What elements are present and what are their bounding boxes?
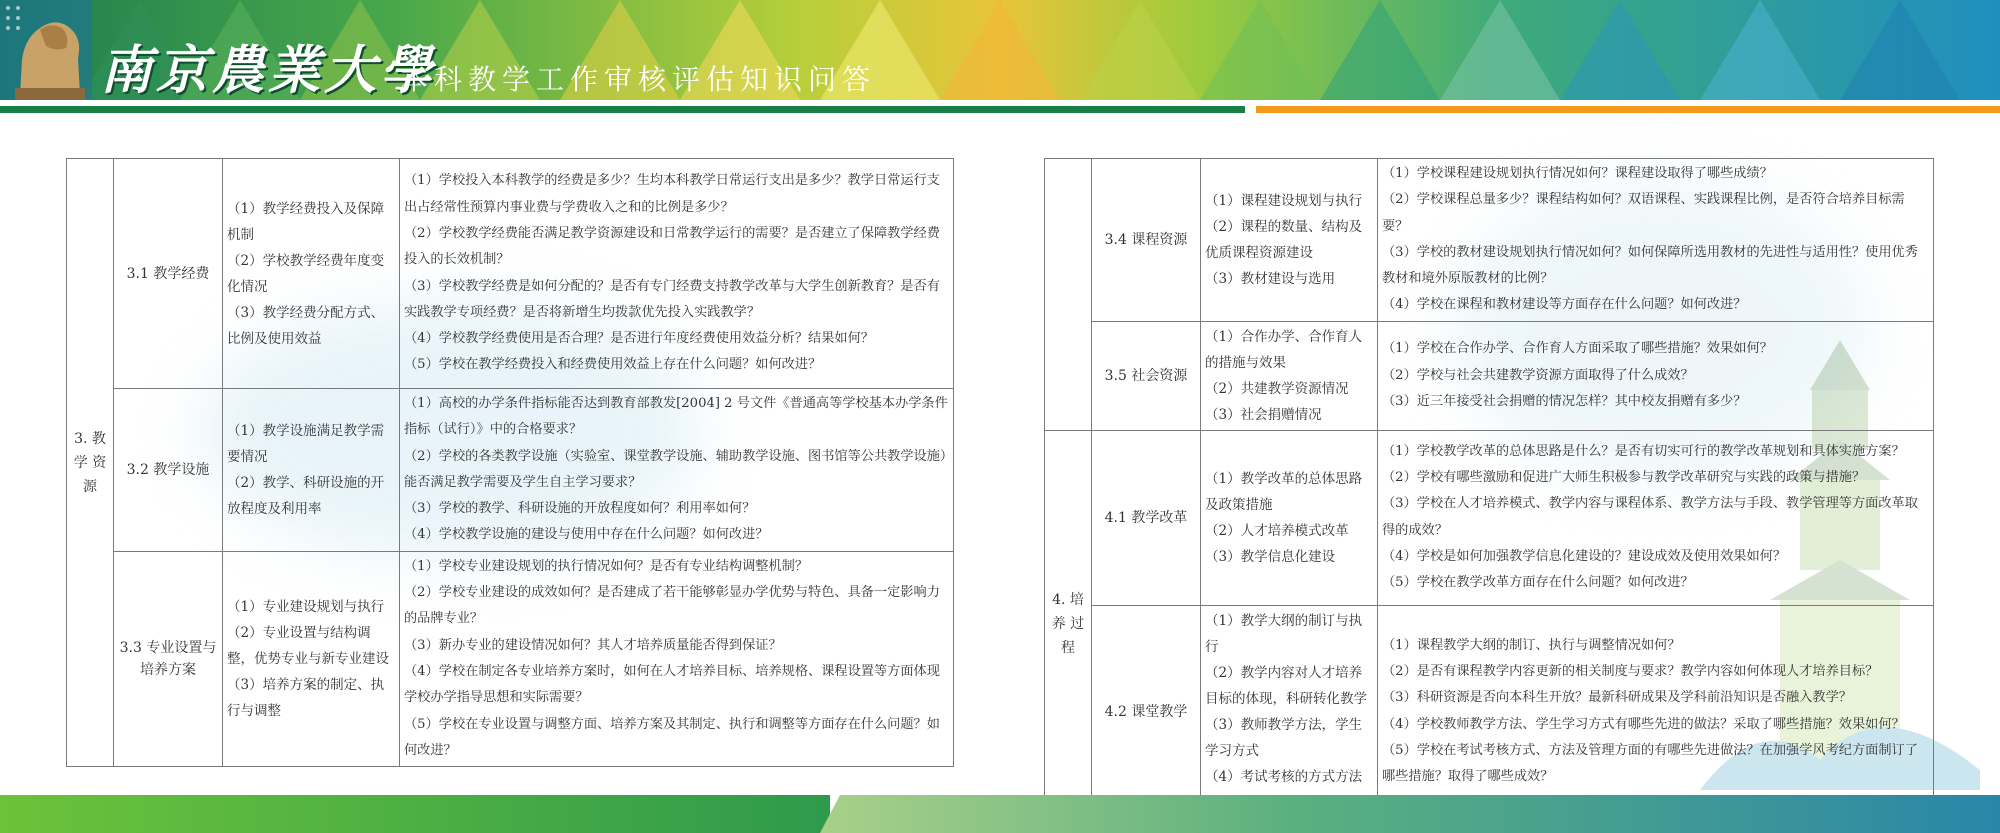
question-text: （4）学校教学设施的建设与使用中存在什么问题？如何改进？ bbox=[404, 527, 769, 543]
point-text: （2）专业设置与结构调整，优势专业与新专业建设 bbox=[227, 624, 389, 667]
point-text: （2）课程的数量、结构及优质课程资源建设 bbox=[1205, 218, 1363, 261]
table-row bbox=[1045, 321, 1934, 430]
page-subtitle: 本科教学工作审核评估知识问答 bbox=[400, 63, 877, 96]
question-text: （2）是否有课程教学内容更新的相关制度与要求？教学内容如何体现人才培养目标？ bbox=[1382, 664, 1879, 680]
question-text: （5）学校在教学改革方面存在什么问题？如何改进？ bbox=[1382, 575, 1694, 591]
question-text: （3）学校在人才培养模式、教学内容与课程体系、教学方法与手段、教学管理等方面改革取得的成效？ bbox=[1382, 496, 1918, 538]
question-text: （3）近三年接受社会捐赠的情况怎样？其中校友捐赠有多少？ bbox=[1382, 393, 1747, 409]
question-text: （1）课程教学大纲的制订、执行与调整情况如何？ bbox=[1382, 637, 1681, 653]
points-cell bbox=[223, 389, 400, 552]
question-text: （2）学校的各类教学设施（实验室、课堂教学设施、辅助教学设施、图书馆等公共教学设施）能否满足教学需要及学生自主学习要求？ bbox=[404, 448, 947, 490]
table-row bbox=[67, 389, 954, 552]
points-cell bbox=[223, 159, 400, 389]
question-text: （1）高校的办学条件指标能否达到教育部教发[2004] 2 号文件《普通高等学校基本办学条件指标（试行）》中的合格要求？ bbox=[404, 396, 948, 438]
question-text: （4）学校在制定各专业培养方案时，如何在人才培养目标、培养规格、课程设置等方面体现学校办学指导思想和实际需要？ bbox=[404, 663, 940, 706]
table-row bbox=[67, 159, 954, 389]
question-text: （2）学校有哪些激励和促进广大师生积极参与教学改革研究与实践的政策与措施？ bbox=[1382, 470, 1866, 486]
category-cell: 3. 教 学 资 源 bbox=[67, 159, 114, 767]
points-cell bbox=[1201, 321, 1378, 430]
question-text: （1）学校课程建设规划执行情况如何？课程建设取得了哪些成绩？ bbox=[1382, 166, 1773, 181]
table-row bbox=[67, 551, 954, 766]
points-cell bbox=[223, 551, 400, 766]
question-text: （2）学校课程总量多少？课程结构如何？双语课程、实践课程比例，是否符合培养目标需要？ bbox=[1382, 192, 1905, 234]
category-cell: 4. 培 养 过 程 bbox=[1045, 430, 1092, 818]
point-text: （1）合作办学、合作育人的措施与效果 bbox=[1205, 328, 1363, 371]
right-qa-table bbox=[1044, 158, 1934, 819]
lion-statue-logo bbox=[0, 0, 92, 100]
points-cell bbox=[1201, 159, 1378, 322]
left-qa-table bbox=[66, 158, 954, 767]
question-text: （5）学校在专业设置与调整方面、培养方案及其制定、执行和调整等方面存在什么问题？如何改进？ bbox=[404, 716, 940, 758]
item-cell: 4.2 课堂教学 bbox=[1092, 605, 1201, 818]
university-name: 南京農業大學 bbox=[100, 40, 437, 100]
item-cell: 4.1 教学改革 bbox=[1092, 430, 1201, 605]
item-cell: 3.3 专业设置与培养方案 bbox=[114, 551, 223, 766]
point-text: （1）教学设施满足教学需要情况 bbox=[227, 422, 385, 465]
item-cell: 3.1 教学经费 bbox=[114, 159, 223, 389]
item-cell: 3.4 课程资源 bbox=[1092, 159, 1201, 322]
point-text: （3）培养方案的制定、执行与调整 bbox=[227, 676, 385, 719]
footer-green-band bbox=[0, 795, 830, 833]
question-text: （2）学校专业建设的成效如何？是否建成了若干能够彰显办学优势与特色、具备一定影响力的品牌专业？ bbox=[404, 585, 940, 627]
question-text: （4）学校是如何加强教学信息化建设的？建设成效及使用效果如何？ bbox=[1382, 549, 1787, 565]
questions-cell bbox=[400, 389, 954, 552]
point-text: （2）人才培养模式改革 bbox=[1205, 522, 1349, 539]
question-text: （3）学校教学经费是如何分配的？是否有专门经费支持教学改革与大学生创新教育？是否有实践教学专项经费？是否将新增生均拨款优先投入实践教学？ bbox=[404, 278, 940, 320]
footer-band bbox=[0, 795, 2000, 833]
footer-blue-band bbox=[820, 795, 2000, 833]
point-text: （2）共建教学资源情况 bbox=[1205, 380, 1349, 397]
point-text: （3）教师教学方法，学生学习方式 bbox=[1205, 716, 1363, 759]
questions-cell bbox=[1378, 430, 1934, 605]
question-text: （3）新办专业的建设情况如何？其人才培养质量能否得到保证？ bbox=[404, 637, 782, 653]
point-text: （1）教学大纲的制订与执行 bbox=[1205, 612, 1363, 655]
question-text: （2）学校与社会共建教学资源方面取得了什么成效？ bbox=[1382, 367, 1694, 383]
item-cell: 3.2 教学设施 bbox=[114, 389, 223, 552]
point-text: （1）教学改革的总体思路及政策措施 bbox=[1205, 470, 1363, 513]
category-cell bbox=[1045, 159, 1092, 431]
point-text: （1）教学经费投入及保障机制 bbox=[227, 200, 385, 243]
question-text: （5）学校在教学经费投入和经费使用效益上存在什么问题？如何改进？ bbox=[404, 357, 822, 373]
point-text: （3）社会捐赠情况 bbox=[1205, 406, 1322, 423]
header-banner bbox=[0, 0, 2000, 100]
points-cell bbox=[1201, 605, 1378, 818]
question-text: （3）学校的教学、科研设施的开放程度如何？利用率如何？ bbox=[404, 501, 756, 517]
points-cell bbox=[1201, 430, 1378, 605]
question-text: （4）学校教师教学方法、学生学习方式有哪些先进的做法？采取了哪些措施？效果如何？ bbox=[1382, 716, 1905, 732]
point-text: （1）课程建设规划与执行 bbox=[1205, 192, 1363, 209]
question-text: （1）学校专业建设规划的执行情况如何？是否有专业结构调整机制？ bbox=[404, 558, 809, 574]
question-text: （3）学校的教材建设规划执行情况如何？如何保障所选用教材的先进性与适用性？使用优秀教材和境外原版教材的比例？ bbox=[1382, 244, 1918, 287]
point-text: （3）教学信息化建设 bbox=[1205, 548, 1336, 565]
question-text: （1）学校投入本科教学的经费是多少？生均本科教学日常运行支出是多少？教学日常运行支出占经常性预算内事业费与学费收入之和的比例是多少？ bbox=[404, 173, 940, 215]
table-row bbox=[1045, 605, 1934, 818]
question-text: （4）学校在课程和教材建设等方面存在什么问题？如何改进？ bbox=[1382, 297, 1747, 313]
point-text: （2）教学、科研设施的开放程度及利用率 bbox=[227, 474, 385, 517]
questions-cell bbox=[1378, 159, 1934, 322]
table-row bbox=[1045, 159, 1934, 322]
point-text: （2）教学内容对人才培养目标的体现，科研转化教学 bbox=[1205, 664, 1367, 707]
question-text: （3）科研资源是否向本科生开放？最新科研成果及学科前沿知识是否融入教学？ bbox=[1382, 690, 1852, 706]
question-text: （4）学校教学经费使用是否合理？是否进行年度经费使用效益分析？结果如何？ bbox=[404, 331, 874, 347]
header-divider-orange bbox=[1256, 106, 2000, 113]
table-row bbox=[1045, 430, 1934, 605]
header-divider-green bbox=[0, 106, 1245, 113]
point-text: （2）学校教学经费年度变化情况 bbox=[227, 252, 385, 295]
point-text: （1）专业建设规划与执行 bbox=[227, 598, 385, 615]
point-text: （3）教学经费分配方式、比例及使用效益 bbox=[227, 304, 385, 347]
questions-cell bbox=[400, 551, 954, 766]
questions-cell bbox=[1378, 605, 1934, 818]
question-text: （1）学校教学改革的总体思路是什么？是否有切实可行的教学改革规划和具体实施方案？ bbox=[1382, 443, 1905, 459]
point-text: （3）教材建设与选用 bbox=[1205, 270, 1336, 287]
point-text: （4）考试考核的方式方法 bbox=[1205, 768, 1363, 785]
item-cell: 3.5 社会资源 bbox=[1092, 321, 1201, 430]
question-text: （5）学校在考试考核方式、方法及管理方面的有哪些先进做法？在加强学风考纪方面制订了哪些措施？取得了哪些成效？ bbox=[1382, 743, 1918, 785]
question-text: （2）学校教学经费能否满足教学资源建设和日常教学运行的需要？是否建立了保障教学经费投入的长效机制？ bbox=[404, 225, 940, 268]
questions-cell bbox=[400, 159, 954, 389]
questions-cell bbox=[1378, 321, 1934, 430]
question-text: （1）学校在合作办学、合作育人方面采取了哪些措施？效果如何？ bbox=[1382, 341, 1773, 357]
